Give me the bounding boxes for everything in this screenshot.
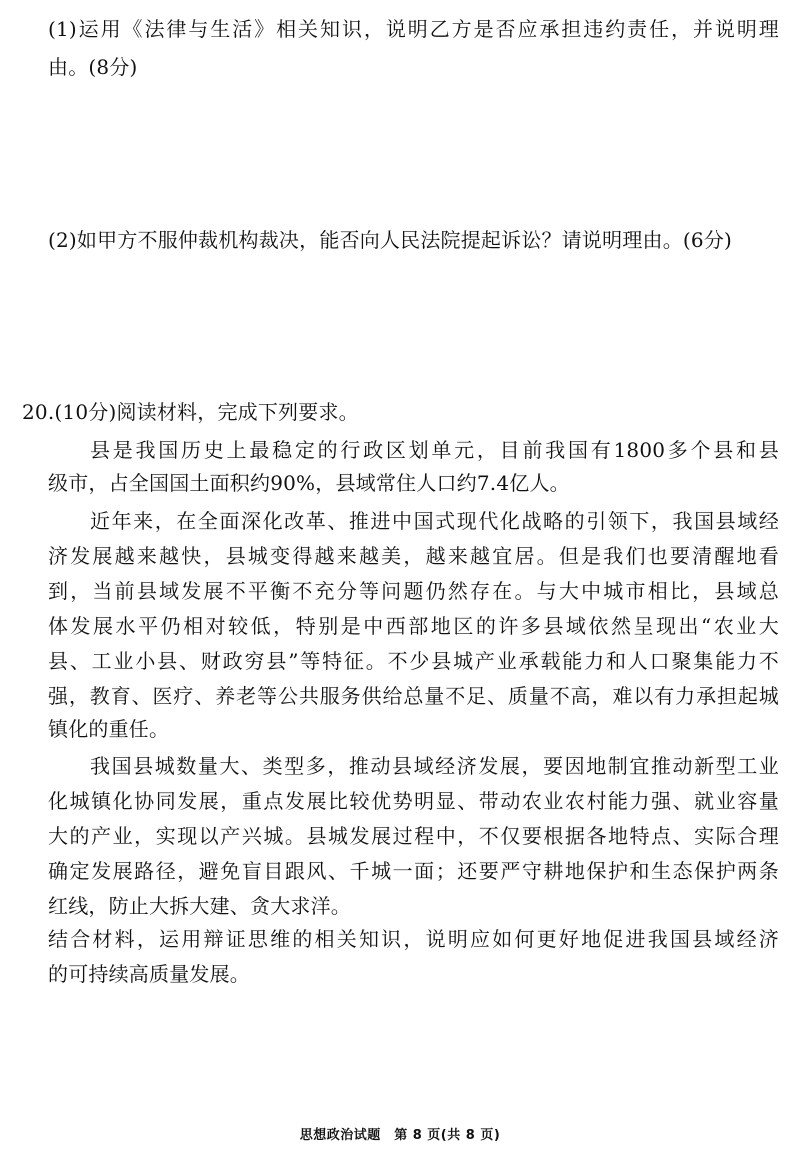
q19-part2-line1: (2)如甲方不服仲裁机构裁决，能否向人民法院提起诉讼？请说明理由。(6分) — [48, 228, 733, 252]
q20-para2-line: 到，当前县域发展不平衡不充分等问题仍然存在。与大中城市相比，县域总 — [48, 579, 779, 603]
q20-header: 20.(10分)阅读材料，完成下列要求。 — [22, 400, 359, 424]
q20-task-line: 的可持续高质量发展。 — [48, 962, 250, 986]
q20-task-line: 结合材料，运用辩证思维的相关知识，说明应如何更好地促进我国县域经济 — [48, 927, 779, 951]
q20-para2-line: 济发展越来越快，县城变得越来越美，越来越宜居。但是我们也要清醒地看 — [48, 544, 779, 568]
q20-para3-line: 红线，防止大拆大建、贪大求洋。 — [48, 894, 351, 918]
q20-para3-line: 化城镇化协同发展，重点发展比较优势明显、带动农业农村能力强、就业容量 — [48, 789, 779, 813]
q20-para1-line: 级市，占全国国土面积约90%，县域常住人口约7.4亿人。 — [48, 471, 570, 495]
page-footer: 思想政治试题 第 8 页(共 8 页) — [299, 1128, 501, 1143]
q20-para2-line: 县、工业小县、财政穷县”等特征。不少县城产业承载能力和人口聚集能力不 — [48, 649, 779, 673]
q20-para3-line: 大的产业，实现以产兴城。县城发展过程中，不仅要根据各地特点、实际合理 — [48, 824, 779, 848]
q20-para2-line: 近年来，在全面深化改革、推进中国式现代化战略的引领下，我国县域经 — [90, 509, 779, 533]
q19-part1-line1: (1)运用《法律与生活》相关知识，说明乙方是否应承担违约责任，并说明理 — [48, 17, 779, 41]
q20-para3-line: 我国县城数量大、类型多，推动县域经济发展，要因地制宜推动新型工业 — [90, 754, 779, 778]
q20-para2-line: 强，教育、医疗、养老等公共服务供给总量不足、质量不高，难以有力承担起城 — [48, 684, 779, 708]
q19-part1-line2: 由。(8分) — [48, 55, 138, 79]
q20-para2-line: 镇化的重任。 — [48, 717, 170, 741]
q20-para3-line: 确定发展路径，避免盲目跟风、千城一面；还要严守耕地保护和生态保护两条 — [48, 859, 779, 883]
q20-para1-line: 县是我国历史上最稳定的行政区划单元，目前我国有1800多个县和县 — [90, 438, 779, 462]
q20-para2-line: 体发展水平仍相对较低，特别是中西部地区的许多县域依然呈现出“农业大 — [48, 614, 779, 638]
